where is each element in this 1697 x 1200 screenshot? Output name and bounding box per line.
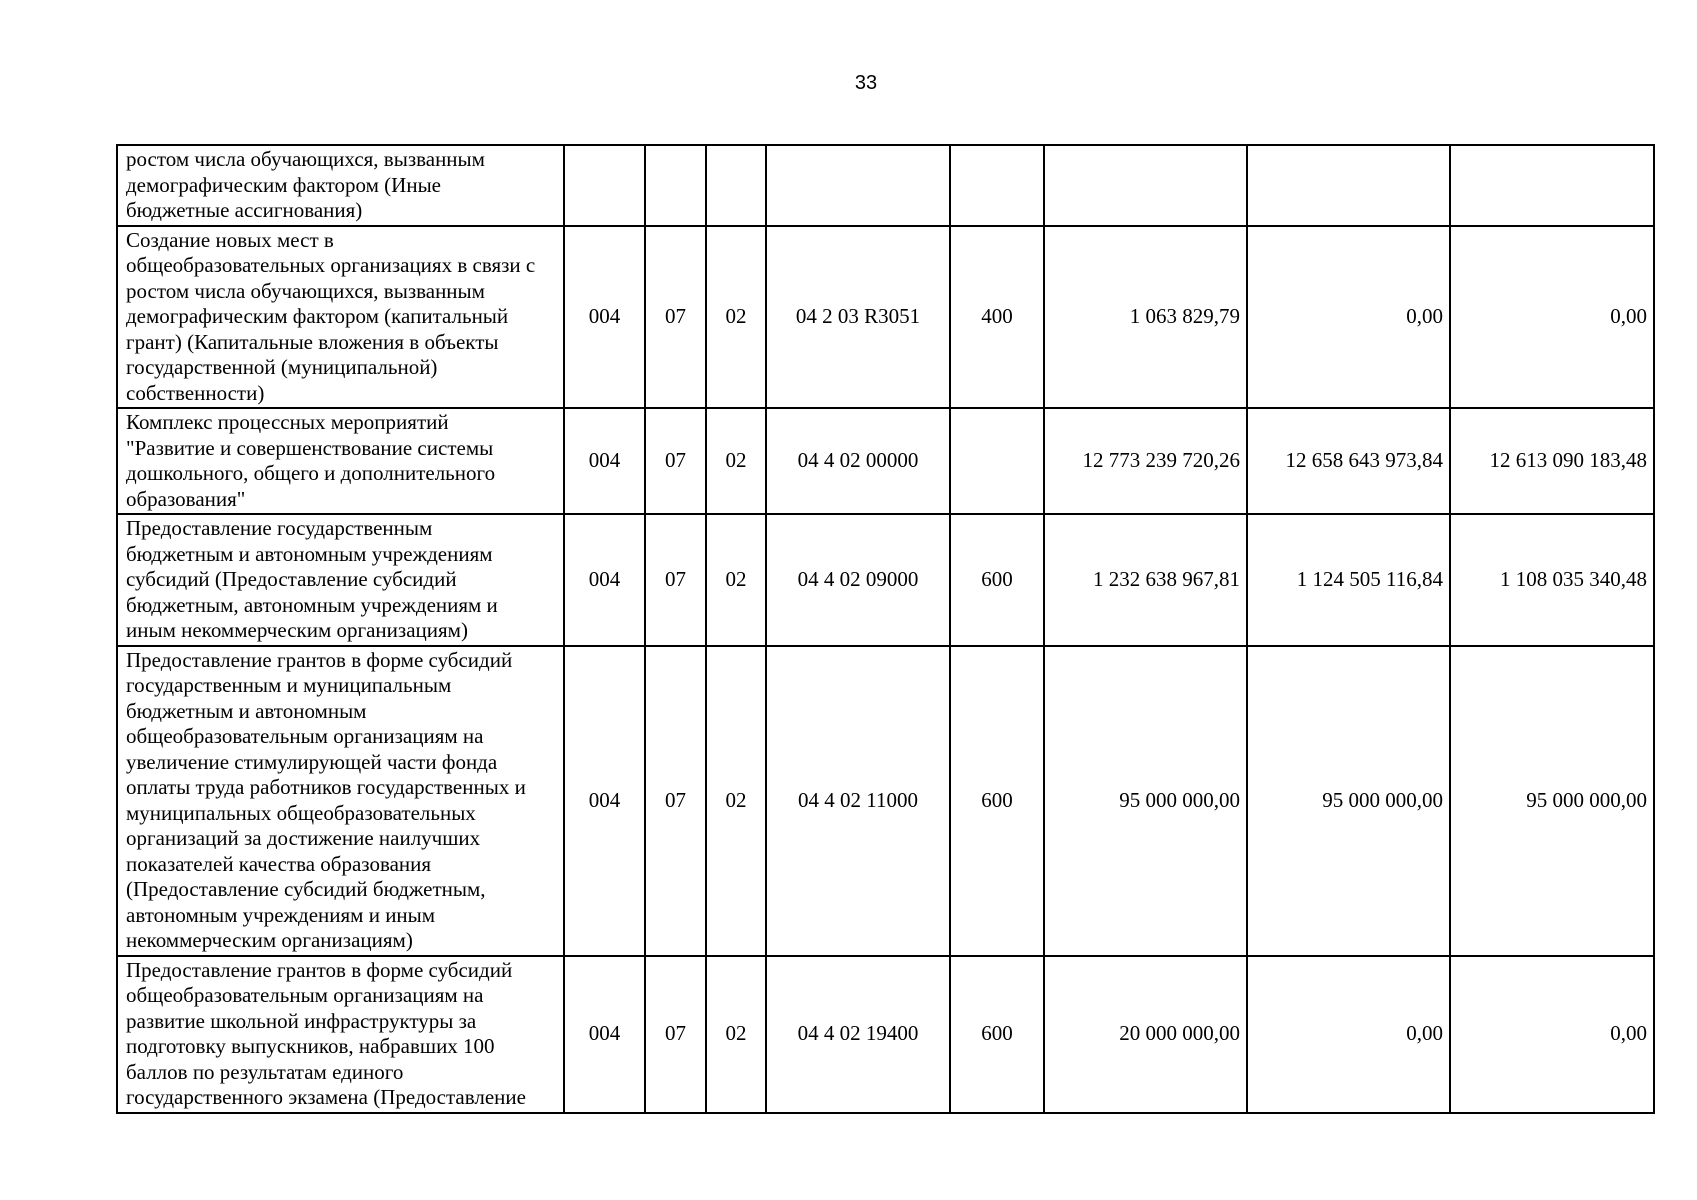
cell-description	[117, 956, 564, 1113]
description-line: Создание новых мест в	[126, 227, 334, 252]
cell-subsection	[706, 145, 766, 226]
cell-ministry-code	[564, 145, 645, 226]
cell-amount-year-2: 95 000 000,00	[1247, 646, 1450, 956]
cell-target-article: 04 2 03 R3051	[766, 226, 950, 409]
cell-description	[117, 514, 564, 646]
table-row	[117, 956, 1654, 1113]
description-line: Предоставление грантов в форме субсидий	[126, 957, 513, 982]
cell-expense-type: 600	[950, 646, 1044, 956]
description-line: общеобразовательным организациям на	[126, 724, 484, 748]
description-line: демографическим фактором (капитальный	[126, 304, 509, 328]
cell-ministry-code: 004	[564, 514, 645, 646]
description-line: демографическим фактором (Иные	[126, 172, 441, 197]
description-line: Предоставление государственным	[126, 516, 433, 540]
description-line: государственной (муниципальной)	[126, 355, 438, 379]
description-line: общеобразовательных организациях в связи с	[126, 253, 536, 277]
cell-description	[117, 145, 564, 226]
cell-description	[117, 226, 564, 409]
cell-amount-year-3: 95 000 000,00	[1450, 646, 1654, 956]
description-line: ростом числа обучающихся, вызванным	[126, 147, 485, 171]
table-row	[117, 145, 1654, 226]
description-line: дошкольного, общего и дополнительного	[126, 461, 496, 485]
cell-subsection: 02	[706, 646, 766, 956]
cell-amount-year-3: 12 613 090 183,48	[1450, 408, 1654, 514]
description-line: иным некоммерческим организациям)	[126, 618, 468, 642]
description-line: оплаты труда работников государственных и	[126, 775, 526, 799]
cell-subsection: 02	[706, 408, 766, 514]
description-line: субсидий (Предоставление субсидий	[126, 567, 457, 591]
cell-description	[117, 646, 564, 956]
description-line: автономным учреждениям и иным	[126, 902, 436, 927]
cell-target-article: 04 4 02 11000	[766, 646, 950, 956]
cell-amount-year-2: 1 124 505 116,84	[1247, 514, 1450, 646]
cell-section	[645, 145, 706, 226]
table-row	[117, 226, 1654, 409]
description-line: общеобразовательным организациям на	[126, 983, 484, 1007]
table-body	[117, 145, 1654, 1113]
cell-section: 07	[645, 646, 706, 956]
cell-expense-type: 400	[950, 226, 1044, 409]
description-line: бюджетные ассигнования)	[126, 198, 363, 222]
description-line: муниципальных общеобразовательных	[126, 800, 476, 825]
description-line: государственного экзамена (Предоставление	[126, 1085, 526, 1109]
cell-amount-year-2	[1247, 145, 1450, 226]
cell-expense-type	[950, 408, 1044, 514]
cell-ministry-code: 004	[564, 956, 645, 1113]
cell-amount-year-1	[1044, 145, 1247, 226]
cell-amount-year-3: 0,00	[1450, 226, 1654, 409]
cell-amount-year-1: 20 000 000,00	[1044, 956, 1247, 1113]
description-line: подготовку выпускников, набравших 100	[126, 1034, 495, 1058]
cell-target-article: 04 4 02 19400	[766, 956, 950, 1113]
cell-description	[117, 408, 564, 514]
description-line: увеличение стимулирующей части фонда	[126, 749, 498, 774]
cell-amount-year-2: 12 658 643 973,84	[1247, 408, 1450, 514]
description-line: образования"	[126, 486, 246, 511]
table-row	[117, 646, 1654, 956]
cell-subsection: 02	[706, 514, 766, 646]
cell-section: 07	[645, 408, 706, 514]
description-line: собственности)	[126, 380, 265, 405]
description-line: (Предоставление субсидий бюджетным,	[126, 877, 486, 901]
description-line: ростом числа обучающихся, вызванным	[126, 278, 485, 303]
description-line: Комплекс процессных мероприятий	[126, 410, 449, 434]
budget-table	[116, 144, 1655, 1114]
description-line: грант) (Капитальные вложения в объекты	[126, 329, 499, 354]
cell-expense-type	[950, 145, 1044, 226]
cell-amount-year-3: 0,00	[1450, 956, 1654, 1113]
description-line: некоммерческим организациям)	[126, 928, 413, 952]
cell-amount-year-2: 0,00	[1247, 226, 1450, 409]
cell-section: 07	[645, 226, 706, 409]
cell-subsection: 02	[706, 956, 766, 1113]
cell-amount-year-1: 1 232 638 967,81	[1044, 514, 1247, 646]
description-line: государственным и муниципальным	[126, 673, 452, 697]
cell-amount-year-2: 0,00	[1247, 956, 1450, 1113]
description-line: бюджетным и автономным учреждениям	[126, 541, 493, 566]
cell-expense-type: 600	[950, 956, 1044, 1113]
description-line: "Развитие и совершенствование системы	[126, 435, 494, 460]
page-number: 33	[854, 72, 878, 94]
description-line: организаций за достижение наилучших	[126, 826, 481, 850]
cell-amount-year-3	[1450, 145, 1654, 226]
cell-amount-year-3: 1 108 035 340,48	[1450, 514, 1654, 646]
description-line: Предоставление грантов в форме субсидий	[126, 647, 513, 672]
cell-amount-year-1: 95 000 000,00	[1044, 646, 1247, 956]
cell-expense-type: 600	[950, 514, 1044, 646]
table-row	[117, 514, 1654, 646]
cell-target-article	[766, 145, 950, 226]
cell-target-article: 04 4 02 09000	[766, 514, 950, 646]
description-line: показателей качества образования	[126, 851, 432, 876]
cell-ministry-code: 004	[564, 646, 645, 956]
cell-ministry-code: 004	[564, 226, 645, 409]
description-line: бюджетным и автономным	[126, 698, 367, 723]
cell-amount-year-1: 12 773 239 720,26	[1044, 408, 1247, 514]
description-line: баллов по результатам единого	[126, 1059, 404, 1084]
cell-ministry-code: 004	[564, 408, 645, 514]
cell-section: 07	[645, 956, 706, 1113]
cell-target-article: 04 4 02 00000	[766, 408, 950, 514]
cell-subsection: 02	[706, 226, 766, 409]
table-row	[117, 408, 1654, 514]
cell-amount-year-1: 1 063 829,79	[1044, 226, 1247, 409]
cell-section: 07	[645, 514, 706, 646]
description-line: бюджетным, автономным учреждениям и	[126, 592, 498, 617]
description-line: развитие школьной инфраструктуры за	[126, 1008, 477, 1033]
